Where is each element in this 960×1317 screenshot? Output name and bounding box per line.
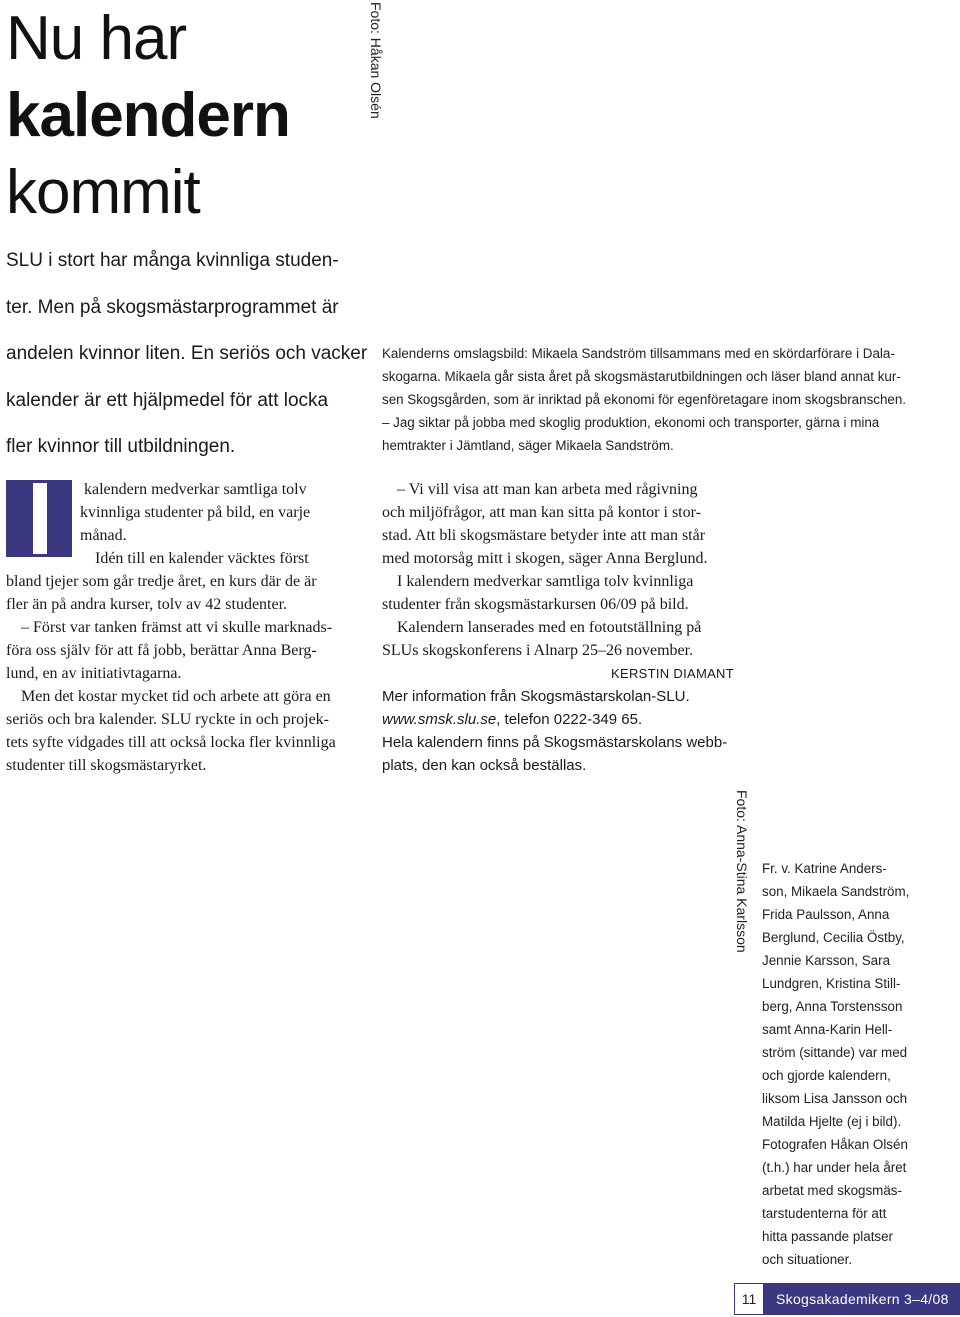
caption-line: hemtrakter i Jämtland, säger Mikaela Sandström. — [382, 438, 674, 453]
ingress-line: SLU i stort har många kvinnliga studen- — [6, 250, 339, 271]
body-line: fler än på andra kurser, tolv av 42 studenter. — [6, 596, 288, 613]
body-column-1 — [6, 478, 366, 777]
headline-line-2: kalendern — [6, 81, 290, 150]
ingress — [6, 238, 366, 471]
caption-line: hitta passande platser — [762, 1229, 894, 1244]
headline-line-3: kommit — [6, 158, 200, 227]
caption-line: Matilda Hjelte (ej i bild). — [762, 1114, 902, 1129]
caption-line: berg, Anna Torstensson — [762, 999, 903, 1014]
caption-line: arbetat med skogsmäs- — [762, 1183, 902, 1198]
caption-line: Fotografen Håkan Olsén — [762, 1137, 908, 1152]
ingress-line: andelen kvinnor liten. En seriös och vacker — [6, 343, 368, 364]
phone-text: , telefon 0222-349 65. — [496, 711, 643, 728]
caption-line: skogarna. Mikaela går sista året på skogsmästarutbildningen och läser bland annat kur- — [382, 369, 901, 384]
headline — [6, 0, 290, 231]
caption-line: och situationer. — [762, 1252, 853, 1267]
body-line: SLUs skogskonferens i Alnarp 25–26 november. — [382, 642, 694, 659]
caption-line: Frida Paulsson, Anna — [762, 907, 890, 922]
group-photo-caption — [762, 857, 932, 1271]
body-line: föra oss själv för att få jobb, berättar Anna Berg- — [6, 642, 317, 659]
caption-line: son, Mikaela Sandström, — [762, 884, 910, 899]
body-line: lund, en av initiativtagarna. — [6, 665, 182, 682]
body-line: tets syfte vidgades till att också locka fler kvinnliga — [6, 734, 336, 751]
body-line: kalendern medverkar samtliga tolv — [84, 481, 307, 498]
info-line — [382, 708, 742, 731]
page-footer — [734, 1283, 960, 1315]
info-line: plats, den kan också beställas. — [382, 757, 587, 774]
body-line: seriös och bra kalender. SLU ryckte in och projek- — [6, 711, 330, 728]
body-line: Men det kostar mycket tid och arbete att göra en — [21, 688, 331, 705]
caption-line: tarstudenterna för att — [762, 1206, 887, 1221]
body-line: stad. Att bli skogsmästare betyder inte att man står — [382, 527, 706, 544]
body-line: med motorsåg mitt i skogen, säger Anna Berglund. — [382, 550, 708, 567]
caption-line: och gjorde kalendern, — [762, 1068, 891, 1083]
caption-line: Jennie Karsson, Sara — [762, 953, 891, 968]
body-line: Idén till en kalender väcktes först — [95, 550, 309, 567]
caption-line: Fr. v. Katrine Anders- — [762, 861, 887, 876]
caption-line: (t.h.) har under hela året — [762, 1160, 907, 1175]
body-line: – Först var tanken främst att vi skulle marknads- — [21, 619, 333, 636]
info-line: Hela kalendern finns på Skogsmästarskolans webb- — [382, 734, 728, 751]
body-line: och miljöfrågor, att man kan sitta på kontor i stor- — [382, 504, 701, 521]
page-number: 11 — [734, 1283, 764, 1315]
body-line: bland tjejer som går tredje året, en kurs där de är — [6, 573, 317, 590]
body-column-2 — [382, 478, 742, 777]
headline-line-1: Nu har — [6, 4, 187, 73]
body-line: I kalendern medverkar samtliga tolv kvinnliga — [397, 573, 694, 590]
body-line: – Vi vill visa att man kan arbeta med rågivning — [397, 481, 698, 498]
caption-line: Berglund, Cecilia Östby, — [762, 930, 905, 945]
ingress-line: fler kvinnor till utbildningen. — [6, 436, 236, 457]
photo-credit-bottom: Foto: Anna-Stina Karlsson — [734, 790, 750, 953]
ingress-line: ter. Men på skogsmästarprogrammet är — [6, 296, 339, 318]
info-line: Mer information från Skogsmästarskolan-SLU. — [382, 688, 690, 705]
caption-line: Kalenderns omslagsbild: Mikaela Sandström tillsammans med en skördarförare i Dala- — [382, 346, 895, 361]
caption-line: samt Anna-Karin Hell- — [762, 1022, 893, 1037]
caption-line: ström (sittande) var med — [762, 1045, 908, 1060]
caption-line: liksom Lisa Jansson och — [762, 1091, 908, 1106]
caption-line: – Jag siktar på jobba med skoglig produktion, ekonomi och transporter, gärna i mina — [382, 415, 880, 430]
caption-line: Lundgren, Kristina Still- — [762, 976, 901, 991]
ingress-line: kalender är ett hjälpmedel för att locka — [6, 389, 329, 411]
body-line: kvinnliga studenter på bild, en varje — [80, 504, 311, 521]
magazine-issue: Skogsakademikern 3–4/08 — [764, 1283, 960, 1315]
body-line: studenter till skogsmästaryrket. — [6, 757, 207, 774]
author-byline: KERSTIN DIAMANT — [611, 666, 734, 681]
website-link[interactable]: www.smsk.slu.se — [382, 711, 497, 728]
body-line: studenter från skogsmästarkursen 06/09 på bild. — [382, 596, 689, 613]
cover-photo-caption — [382, 342, 912, 457]
caption-line: sen Skogsgården, som är inriktad på ekonomi för egenföretagare inom skogsbranschen. — [382, 392, 907, 407]
body-line: månad. — [80, 527, 127, 544]
body-line: Kalendern lanserades med en fotoutställning på — [397, 619, 702, 636]
photo-credit-top: Foto: Håkan Olsén — [368, 2, 384, 119]
